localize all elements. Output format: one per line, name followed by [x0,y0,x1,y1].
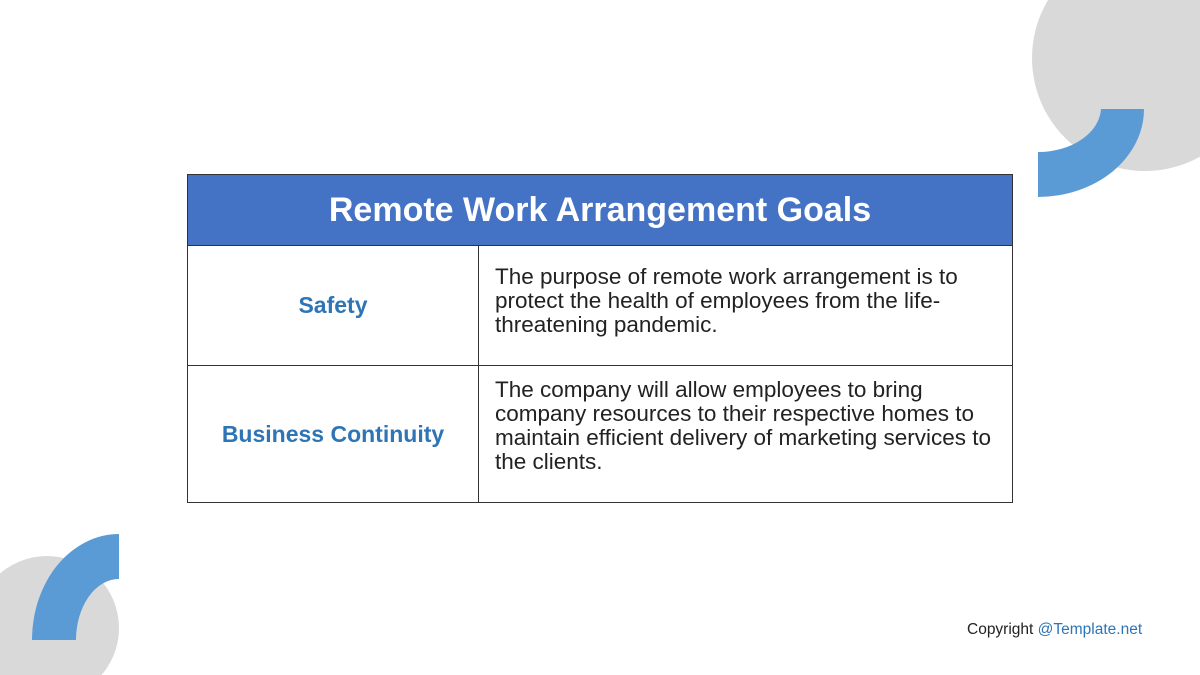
table-row [188,366,1013,503]
table-row [188,246,1013,366]
goals-table [187,174,1013,503]
row-description: The company will allow employees to bring company resources to their respective homes to maintain efficient delivery of marketing services to the clients. [479,366,1013,503]
copyright-footer [967,621,1142,639]
table-title: Remote Work Arrangement Goals [188,175,1013,246]
copyright-label: Copyright [967,621,1034,638]
template-link[interactable]: @Template.net [1037,621,1143,638]
row-label: Business Continuity [188,366,479,503]
row-label: Safety [188,246,479,366]
row-description: The purpose of remote work arrangement is to protect the health of employees from the life-threatening pandemic. [479,246,1013,366]
